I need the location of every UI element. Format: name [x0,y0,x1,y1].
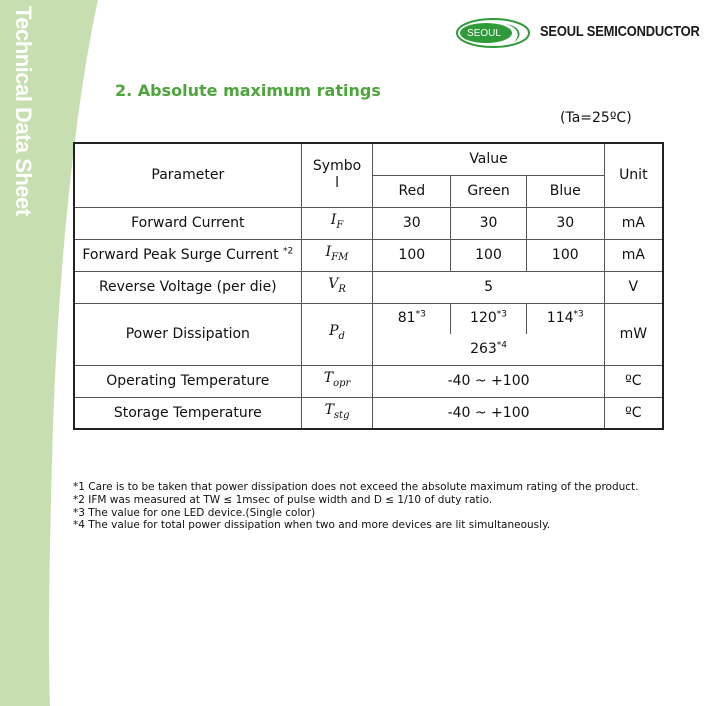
footnotes [73,481,693,532]
header-symbol: Symbo l [301,143,373,207]
temperature-condition: (Ta=25ºC) [560,110,632,126]
unit-cell: mW [604,303,663,365]
symbol-cell: $V_R$ [301,271,373,303]
symbol-cell: $I_{FM}$ [301,239,373,271]
logo-wordmark: SEOUL [467,28,501,39]
param-cell: Power Dissipation [74,303,301,365]
symbol-cell: $I_F$ [301,207,373,239]
unit-cell: ºC [604,397,663,429]
header-unit: Unit [604,143,663,207]
footnote: *3 The value for one LED device.(Single color) [73,506,316,519]
header-blue: Blue [526,175,604,207]
section-title: 2. Absolute maximum ratings [115,81,381,100]
value-cell: -40 ~ +100 [373,365,604,397]
red-value: 100 [373,239,451,271]
sidebar-title: Technical Data Sheet [11,6,36,216]
footnote: *2 IFM was measured at TW ≤ 1msec of pulse width and D ≤ 1/10 of duty ratio. [73,493,493,506]
unit-cell: mA [604,207,663,239]
footnote: *1 Care is to be taken that power dissipation does not exceed the absolute maximum rating of the product. [73,481,639,493]
value-cell: -40 ~ +100 [373,397,604,429]
blue-value: 100 [526,239,604,271]
param-cell: Reverse Voltage (per die) [74,271,301,303]
param-cell: Forward Peak Surge Current $^{*2}$ [74,239,301,271]
green-value: 100 [451,239,527,271]
header-red: Red [373,175,451,207]
ratings-table [73,142,664,430]
table-row [74,271,663,303]
red-value: 81$^{*3}$ [373,303,451,334]
unit-cell: ºC [604,365,663,397]
param-cell: Storage Temperature [74,397,301,429]
header-value: Value [373,143,604,175]
symbol-cell: $T_{opr}$ [301,365,373,397]
unit-cell: mA [604,239,663,271]
brand-name: SEOUL SEMICONDUCTOR [540,23,700,40]
table-row [74,303,663,334]
param-cell: Operating Temperature [74,365,301,397]
unit-cell: V [604,271,663,303]
symbol-cell: $P_d$ [301,303,373,365]
value-cell: 5 [373,271,604,303]
footnote: *4 The value for total power dissipation when two and more devices are lit simultaneously. [73,519,551,532]
footnote-ref: *2 [283,246,294,257]
header-green: Green [451,175,527,207]
table-header-row [74,143,663,175]
green-value: 120$^{*3}$ [451,303,527,334]
table-row [74,239,663,271]
total-value: 263$^{*4}$ [373,334,604,365]
table-row [74,207,663,239]
blue-value: 30 [526,207,604,239]
symbol-cell: $T_{stg}$ [301,397,373,429]
table-row [74,397,663,429]
green-value: 30 [451,207,527,239]
red-value: 30 [373,207,451,239]
param-cell: Forward Current [74,207,301,239]
header-parameter: Parameter [74,143,301,207]
blue-value: 114$^{*3}$ [526,303,604,334]
table-row [74,365,663,397]
